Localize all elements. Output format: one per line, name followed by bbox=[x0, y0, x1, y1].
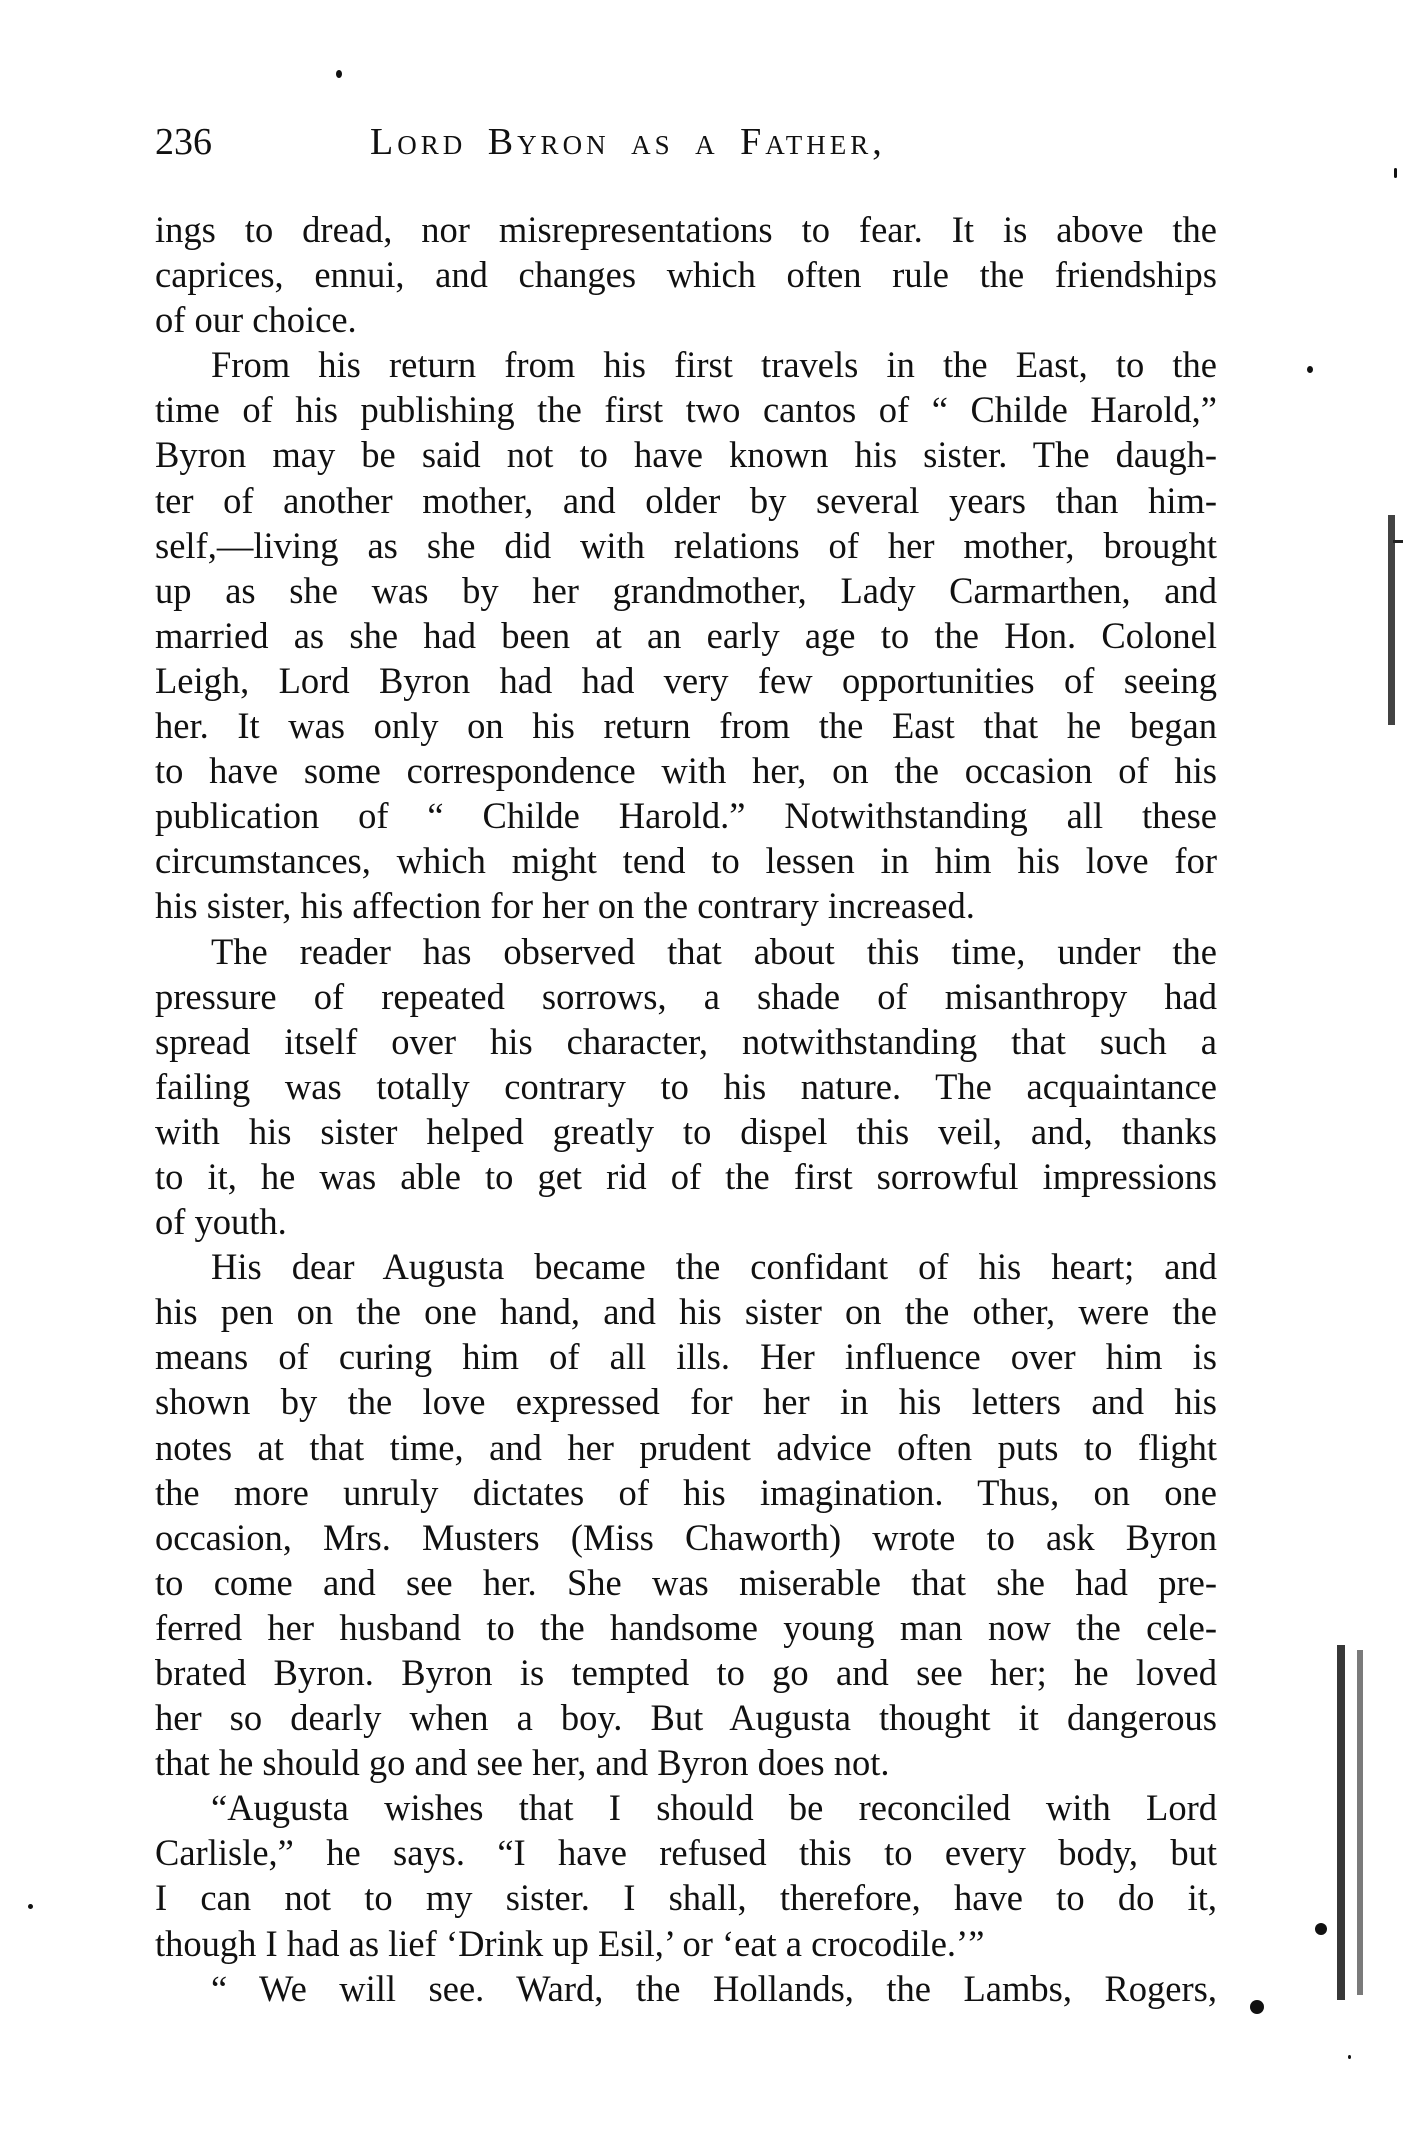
text-line: self,—living as she did with relations of her mother, brought bbox=[155, 524, 1217, 566]
text-line: her so dearly when a boy. But Augusta thought it dangerous bbox=[155, 1697, 1217, 1739]
text-line: ings to dread, nor misrepresentations to fear. It is above the bbox=[155, 209, 1217, 250]
text-line: to come and see her. She was miserable that she had pre- bbox=[155, 1561, 1217, 1603]
scan-binding-mark bbox=[1388, 515, 1395, 725]
body-text bbox=[155, 207, 1217, 2011]
text-line: with his sister helped greatly to dispel this veil, and, thanks bbox=[155, 1110, 1217, 1152]
text-line: circumstances, which might tend to lessen in him his love for bbox=[155, 840, 1217, 882]
running-head bbox=[155, 118, 1055, 166]
scan-binding-mark bbox=[1393, 540, 1403, 543]
page-number: 236 bbox=[155, 121, 212, 163]
text-line: ter of another mother, and older by several years than him- bbox=[155, 479, 1217, 521]
scan-speck bbox=[1348, 2055, 1351, 2059]
text-line: to it, he was able to get rid of the first sorrowful impressions bbox=[155, 1155, 1217, 1197]
text-line: of our choice. bbox=[155, 299, 357, 341]
scan-binding-mark bbox=[1357, 1650, 1363, 1995]
text-line: means of curing him of all ills. Her influence over him is bbox=[155, 1336, 1217, 1378]
text-line: shown by the love expressed for her in his letters and his bbox=[155, 1381, 1217, 1423]
running-title: Lord Byron as a Father, bbox=[370, 121, 886, 163]
text-line: to have some correspondence with her, on the occasion of his bbox=[155, 750, 1217, 792]
text-line: the more unruly dictates of his imagination. Thus, on one bbox=[155, 1471, 1217, 1513]
text-line: notes at that time, and her prudent advice often puts to flight bbox=[155, 1426, 1217, 1468]
text-line: brated Byron. Byron is tempted to go and see her; he loved bbox=[155, 1652, 1217, 1693]
text-line: I can not to my sister. I shall, therefore, have to do it, bbox=[155, 1877, 1217, 1919]
text-line: her. It was only on his return from the East that he began bbox=[155, 705, 1217, 747]
text-line: From his return from his first travels in the East, to the bbox=[211, 344, 1217, 386]
text-line: The reader has observed that about this time, under the bbox=[211, 930, 1217, 972]
text-line: married as she had been at an early age to the Hon. Colonel bbox=[155, 614, 1217, 656]
text-line: occasion, Mrs. Musters (Miss Chaworth) wrote to ask Byron bbox=[155, 1516, 1217, 1558]
text-line: “Augusta wishes that I should be reconciled with Lord bbox=[211, 1787, 1217, 1829]
scan-speck bbox=[1394, 168, 1397, 178]
scan-speck bbox=[336, 70, 342, 78]
text-line: spread itself over his character, notwithstanding that such a bbox=[155, 1020, 1217, 1062]
text-line: failing was totally contrary to his nature. The acquaintance bbox=[155, 1065, 1217, 1107]
text-line: Leigh, Lord Byron had had very few opportunities of seeing bbox=[155, 659, 1217, 701]
text-line: his pen on the one hand, and his sister on the other, were the bbox=[155, 1291, 1217, 1333]
text-line: though I had as lief ‘Drink up Esil,’ or ‘eat a crocodile.’” bbox=[155, 1922, 985, 1964]
text-line: of youth. bbox=[155, 1201, 287, 1243]
scan-speck bbox=[28, 1904, 33, 1909]
scan-speck bbox=[1250, 2000, 1264, 2014]
text-line: pressure of repeated sorrows, a shade of misanthropy had bbox=[155, 975, 1217, 1017]
text-line: Carlisle,” he says. “I have refused this to every body, but bbox=[155, 1832, 1217, 1874]
text-line: caprices, ennui, and changes which often rule the friendships bbox=[155, 254, 1217, 296]
text-line: ferred her husband to the handsome young man now the cele- bbox=[155, 1606, 1217, 1648]
text-line: His dear Augusta became the confidant of his heart; and bbox=[211, 1246, 1217, 1288]
text-line: publication of “ Childe Harold.” Notwithstanding all these bbox=[155, 795, 1217, 837]
text-line: his sister, his affection for her on the contrary increased. bbox=[155, 885, 975, 927]
text-line: that he should go and see her, and Byron does not. bbox=[155, 1742, 890, 1784]
scan-speck bbox=[1307, 366, 1313, 373]
text-line: up as she was by her grandmother, Lady Carmarthen, and bbox=[155, 569, 1217, 611]
scan-speck bbox=[1315, 1923, 1327, 1935]
text-line: “ We will see. Ward, the Hollands, the Lambs, Rogers, bbox=[211, 1967, 1217, 2009]
text-line: Byron may be said not to have known his sister. The daugh- bbox=[155, 434, 1217, 476]
text-line: time of his publishing the first two cantos of “ Childe Harold,” bbox=[155, 389, 1217, 431]
scan-binding-mark bbox=[1337, 1645, 1345, 2000]
